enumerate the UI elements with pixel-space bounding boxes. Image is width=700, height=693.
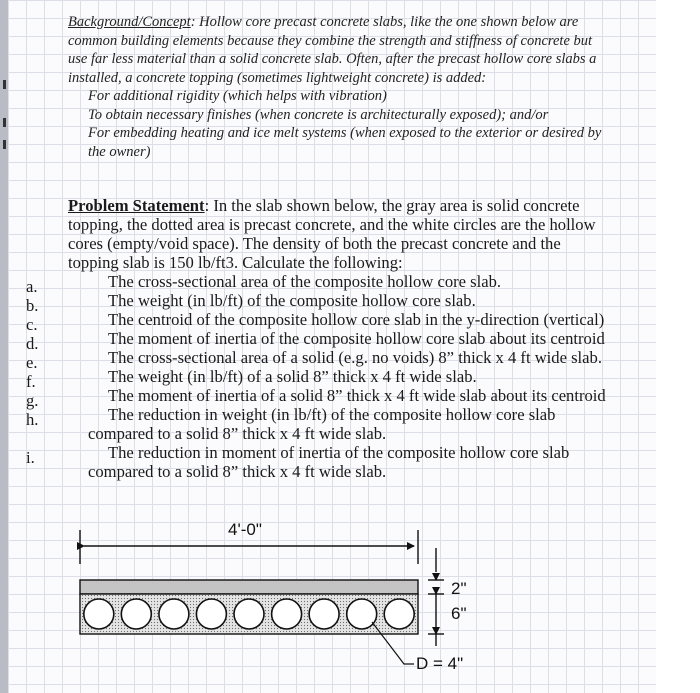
question-item: The cross-sectional area of a solid (e.g. no voids) 8” thick x 4 ft wide slab. (108, 348, 602, 367)
hollow-core (347, 599, 377, 629)
hollow-core (272, 599, 302, 629)
reason-item: the owner) (88, 143, 151, 160)
hollow-core (84, 599, 114, 629)
question-letter: f. (26, 372, 36, 391)
reason-item: To obtain necessary finishes (when concrete is architecturally exposed); and/or (88, 106, 549, 123)
hollow-core (309, 599, 339, 629)
question-item: The cross-sectional area of the composite hollow core slab. (108, 272, 502, 291)
core-diameter-label: D = 4" (416, 654, 464, 673)
question-item: The reduction in weight (in lb/ft) of the composite hollow core slab (108, 405, 556, 424)
topping-thickness-label: 2" (451, 579, 467, 598)
hollow-core (234, 599, 264, 629)
question-letter: c. (26, 315, 38, 334)
concrete-topping (80, 580, 418, 594)
question-item: The moment of inertia of a solid 8” thick x 4 ft wide slab about its centroid (108, 386, 606, 405)
question-item-continuation: compared to a solid 8” thick x 4 ft wide slab. (88, 462, 387, 481)
question-item: The weight (in lb/ft) of a solid 8” thick x 4 ft wide slab. (108, 367, 477, 386)
hollow-core (121, 599, 151, 629)
question-item-continuation: compared to a solid 8” thick x 4 ft wide slab. (88, 424, 387, 443)
question-letter: e. (26, 353, 38, 372)
question-item: The reduction in moment of inertia of the composite hollow core slab (108, 443, 570, 462)
reason-item: For embedding heating and ice melt systems (when exposed to the exterior or desired by (88, 125, 602, 141)
background-paragraph: Background/Concept: Hollow core precast concrete slabs, like the one shown below are common building elements because they combine the strength and stiffness of concrete but use far less material than a solid concrete slab. Often, after the precast hollow core slabs a installed, a concrete topping (sometimes lightweight concrete) is added: For additional rigidity (which helps with vibration) To obtain necessary finishes (when concrete is architecturally exposed); and/or For embedding heating and ice melt systems (when exposed to the exterior or desired by the owner) (68, 13, 658, 161)
question-letter: i. (26, 448, 35, 467)
problem-statement: Problem Statement: In the slab shown below, the gray area is solid concrete topping, the dotted area is precast concrete, and the white circles are the hollow cores (empty/void space). The density of both the precast concrete and the topping slab is 150 lb/ft3. Calculate the following: The cross-sectional area of the composite hollow core slab. The weight (in lb/ft) of the composite hollow core slab. The centroid of the composite hollow core slab in the y-direction (vertical) The moment of inertia of the composite hollow core slab about its centroid The cross-sectional area of a solid (e.g. no voids) 8” thick x 4 ft wide slab. The weight (in lb/ft) of a solid 8” thick x 4 ft wide slab. The moment of inertia of a solid 8” thick x 4 ft wide slab about its centroid The reduction in weight (in lb/ft) of the composite hollow core slab compared to a solid 8” thick x 4 ft wide slab. The reduction in moment of inertia of the composite hollow core slab compared to a solid 8” thick x 4 ft wide slab. (68, 196, 656, 481)
question-item: The moment of inertia of the composite hollow core slab about its centroid (108, 329, 605, 348)
question-letter: b. (26, 296, 39, 315)
question-letter: h. (26, 410, 39, 429)
width-label: 4'-0" (228, 520, 262, 539)
precast-thickness-label: 6" (451, 604, 467, 623)
reason-item: For additional rigidity (which helps with vibration) (88, 88, 387, 104)
hollow-core (159, 599, 189, 629)
hollow-core (196, 599, 226, 629)
question-item: The weight (in lb/ft) of the composite hollow core slab. (108, 291, 476, 310)
background-label: Background/Concept (68, 14, 191, 30)
hollow-cores (84, 599, 414, 629)
question-item: The centroid of the composite hollow core slab in the y-direction (vertical) (108, 310, 605, 329)
question-letter: d. (26, 334, 39, 353)
question-letter: g. (26, 391, 39, 410)
question-letter: a. (26, 277, 38, 296)
hollow-core (384, 599, 414, 629)
problem-label: Problem Statement (68, 196, 205, 215)
